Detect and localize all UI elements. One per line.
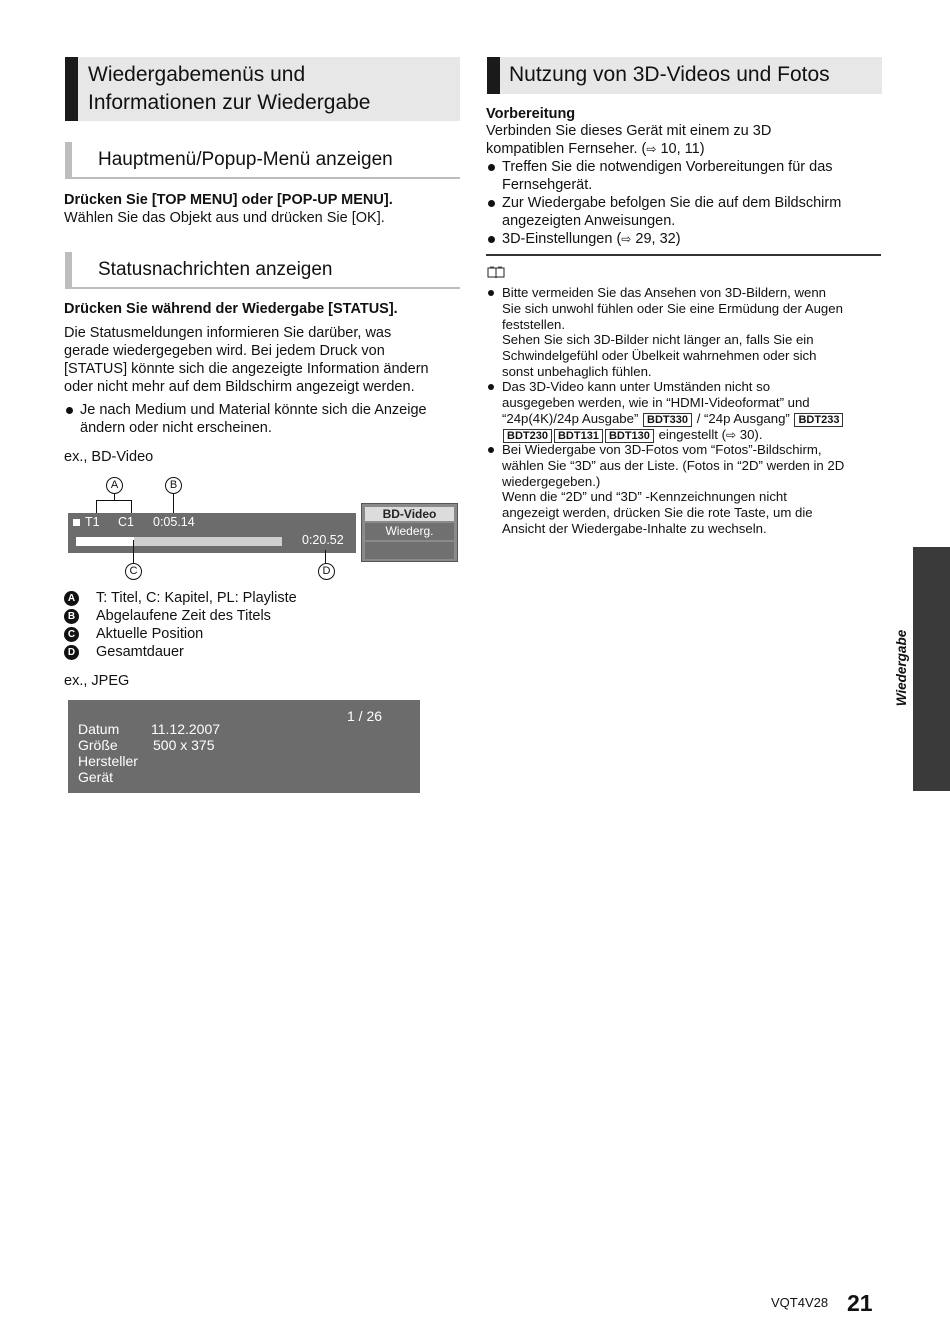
jpeg-label-geraet: Gerät [78,769,114,785]
panel-title: BD-Video [365,507,454,521]
prep-bullet-3-line [488,230,888,248]
legend-a-text: T: Titel, C: Kapitel, PL: Playliste [96,590,297,606]
callout-d-stem [325,550,326,563]
osd-progress-track [76,537,282,546]
status-para-2: gerade wiedergegeben wird. Bei jedem Druck von [64,343,385,359]
osd-title: T1 [85,515,100,529]
side-tab-label: Wiedergabe [894,629,909,707]
note-3-line1: Bei Wiedergabe von 3D-Fotos vom “Fotos”-Bildschirm, [502,442,822,457]
legend-a-badge: A [64,591,79,606]
legend-b-badge: B [64,609,79,624]
note-3-line6: Ansicht der Wiedergabe-Inhalte zu wechseln. [502,520,767,536]
section-heading-box-2 [65,252,460,289]
note-2 [488,379,888,443]
panel-empty-row [365,542,454,559]
status-bullet-line1: Je nach Medium und Material könnte sich die Anzeige [80,402,427,418]
callout-c-stem [133,540,134,563]
bullet-dot [66,407,73,414]
bd-video-osd-bar [68,513,356,553]
bullet-dot [488,200,495,207]
note-1-line4: Sehen Sie sich 3D-Bilder nicht länger an, falls Sie ein [502,332,814,348]
jpeg-info-panel [68,700,420,793]
note-3-line2: wählen Sie “3D” aus der Liste. (Fotos in “2D” werden in 2D [502,457,845,473]
instruction-status: Drücken Sie während der Wiedergabe [STATUS]. [64,301,398,317]
status-para-4: oder nicht mehr auf dem Bildschirm angezeigt werden. [64,379,415,395]
note-1-line3: feststellen. [502,316,566,332]
osd-progress-fill [76,537,134,546]
prep-bullet-2 [488,194,888,230]
page-number: 21 [847,1290,873,1316]
bullet-dot [488,447,494,453]
callout-b-stem [173,494,174,513]
bullet-dot [488,164,495,171]
note-3 [488,442,888,537]
callout-a-bracket [96,500,132,513]
prep-bullet-1 [488,158,888,194]
note-2-line2: ausgegeben werden, wie in “HDMI-Videoformat” und [502,394,810,410]
osd-elapsed: 0:05.14 [153,515,195,529]
status-bullet [66,401,466,437]
status-para-1: Die Statusmeldungen informieren Sie darüber, was [64,325,392,341]
callout-c: C [125,563,142,580]
main-heading-line2: Informationen zur Wiedergabe [88,91,371,114]
note-1-line1: Bitte vermeiden Sie das Ansehen von 3D-Bildern, wenn [502,285,827,300]
osd-total: 0:20.52 [302,533,344,547]
prep-line1: Verbinden Sie dieses Gerät mit einem zu 3D [486,123,772,139]
stop-icon [73,519,80,526]
prep-line2-text: kompatiblen Fernseher. ( [486,141,647,157]
prep-bullet-3-ref: 29, 32) [635,231,681,247]
status-bullet-line2: ändern oder nicht erscheinen. [80,420,272,436]
model-badge: BDT330 [643,413,692,427]
prep-bullet-1-line2: Fernsehgerät. [502,177,593,193]
section-heading-hauptmenu: Hauptmenü/Popup-Menü anzeigen [98,149,393,170]
main-heading-box-left [65,57,460,121]
prep-title: Vorbereitung [486,106,576,122]
prep-ref: 10, 11) [660,141,705,157]
legend-b-text: Abgelaufene Zeit des Titels [96,608,271,624]
instruction-top-menu: Drücken Sie [TOP MENU] oder [POP-UP MENU]. [64,192,393,208]
callout-a: A [106,477,123,494]
section-heading-status: Statusnachrichten anzeigen [98,259,333,280]
note-1-line5: Schwindelgefühl oder Übelkeit wahrnehmen oder sich [502,348,817,364]
status-para-3: [STATUS] könnte sich die angezeigte Information ändern [64,361,429,377]
legend-d-badge: D [64,645,79,660]
callout-d: D [318,563,335,580]
osd-chapter: C1 [118,515,134,529]
model-badge: BDT230 [503,429,552,443]
page-ref-arrow-icon: ⇨ [646,142,657,156]
note-1-line2: Sie sich unwohl fühlen oder Sie eine Ermüdung der Augen [502,300,843,316]
prep-bullet-2-line1: Zur Wiedergabe befolgen Sie die auf dem Bildschirm [502,195,842,211]
instruction-select-ok: Wählen Sie das Objekt aus und drücken Sie [OK]. [64,210,385,226]
jpeg-counter: 1 / 26 [347,708,383,724]
note-2-line4 [488,427,888,444]
prep-line2 [486,140,705,158]
heading-bar [65,57,78,121]
jpeg-label-datum: Datum [78,721,120,737]
bullet-dot [488,384,494,390]
note-3-line3: wiedergegeben.) [502,473,601,489]
jpeg-value-groesse: 500 x 375 [153,737,215,753]
note-2-text-eingestellt: eingestellt ( [658,426,727,442]
main-heading-box-right [487,57,882,94]
example-bd-video-label: ex., BD-Video [64,449,154,465]
callout-a-stem [114,494,115,501]
prep-bullet-2-line2: angezeigten Anweisungen. [502,213,676,229]
bullet-dot [488,290,494,296]
jpeg-value-datum: 11.12.2007 [151,721,221,737]
main-heading-line1: Wiedergabemenüs und [88,63,306,86]
panel-item: Wiederg. [365,523,454,540]
jpeg-label-hersteller: Hersteller [78,753,138,769]
note-1 [488,285,888,380]
example-jpeg-label: ex., JPEG [64,673,130,689]
model-badge: BDT130 [605,429,654,443]
main-heading-3d: Nutzung von 3D-Videos und Fotos [509,63,830,86]
note-1-line6: sonst unbehaglich fühlen. [502,363,652,379]
model-badge: BDT131 [554,429,603,443]
prep-bullet-3-text: 3D-Einstellungen ( [502,231,622,247]
section-heading-box-1 [65,142,460,179]
section-divider [486,254,881,256]
note-2-line3 [488,411,888,427]
legend-c-badge: C [64,627,79,642]
heading-bar [487,57,500,94]
legend-c-text: Aktuelle Position [96,626,204,642]
page-ref-arrow-icon: ⇨ [621,232,632,246]
note-2-text-24p: “24p(4K)/24p Ausgabe” [502,410,639,426]
prep-bullet-1-line1: Treffen Sie die notwendigen Vorbereitungen für das [502,159,833,175]
model-badge: BDT233 [794,413,843,427]
book-icon [487,266,505,279]
note-3-line4: Wenn die “2D” und “3D” -Kennzeichnungen nicht [502,489,787,505]
page-ref-arrow-icon: ⇨ [726,427,737,442]
note-2-ref: 30). [739,426,763,442]
side-tab [913,547,950,791]
jpeg-label-groesse: Größe [78,737,118,753]
bd-video-panel [361,503,458,562]
note-2-line1: Das 3D-Video kann unter Umständen nicht so [502,379,771,394]
bullet-dot [488,236,495,243]
note-2-text-24p-ausgang: / “24p Ausgang” [696,410,790,426]
callout-b: B [165,477,182,494]
note-3-line5: angezeigt werden, drücken Sie die rote Taste, um die [502,505,813,521]
legend-d-text: Gesamtdauer [96,644,184,660]
prep-bullet-3 [488,230,888,248]
doc-code: VQT4V28 [771,1295,829,1310]
